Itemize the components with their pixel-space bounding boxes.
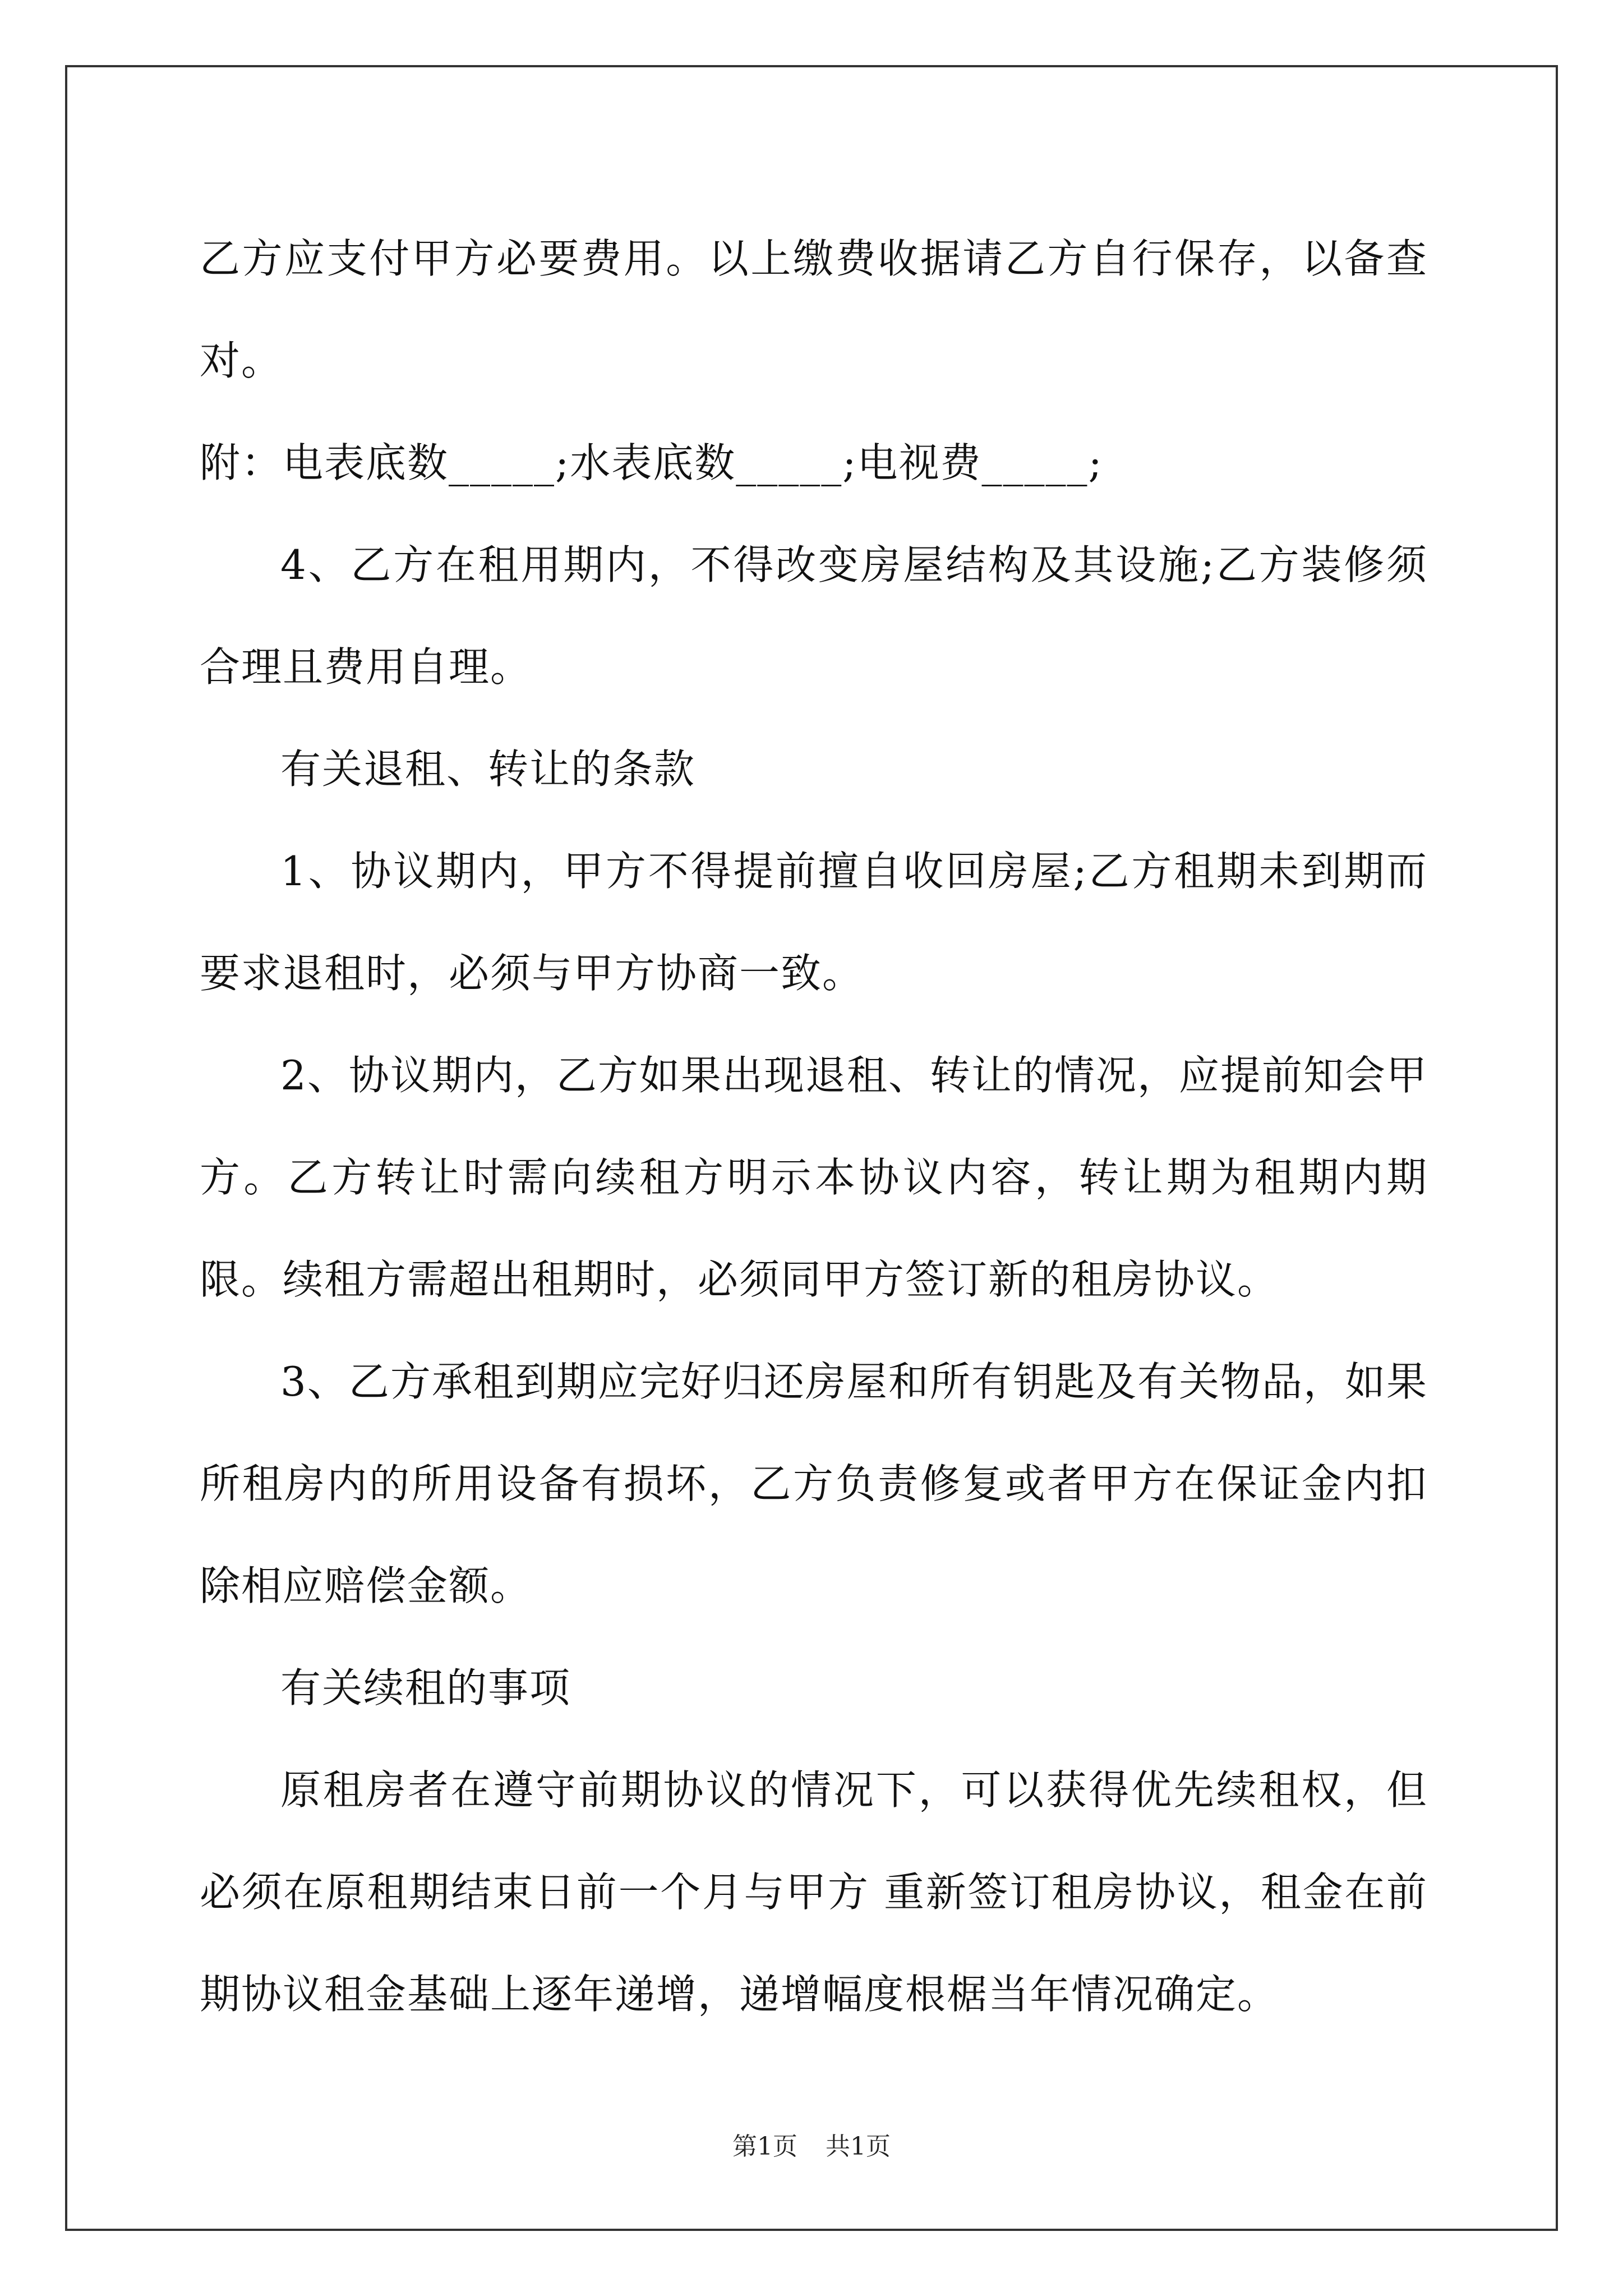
- page-total: 共1页: [826, 2132, 891, 2161]
- paragraph-fee-receipts: 乙方应支付甲方必要费用。以上缴费收据请乙方自行保存，以备查对。: [200, 235, 1428, 384]
- paragraph-termination-2: 2、协议期内，乙方如果出现退租、转让的情况，应提前知会甲方。乙方转让时需向续租方明示本协议内容，转让期为租期内期限。续租方需超出租期时，必须同甲方签订新的租房协议。: [200, 1052, 1428, 1303]
- paragraph-renewal: 原租房者在遵守前期协议的情况下，可以获得优先续租权，但必须在原租期结束日前一个月与甲方 重新签订租房协议，租金在前期协议租金基础上逐年递增，递增幅度根椐当年情况确定。: [200, 1766, 1428, 2018]
- page-footer: [0, 2126, 1623, 2162]
- paragraph-clause-4: 4、乙方在租用期内，不得改变房屋结构及其设施;乙方装修须合理且费用自理。: [200, 541, 1428, 691]
- document-body: [200, 208, 1428, 2045]
- page-number: 第1页: [732, 2132, 797, 2161]
- paragraph-termination-1: 1、协议期内，甲方不得提前擅自收回房屋;乙方租期未到期而要求退租时，必须与甲方协商一致。: [200, 848, 1428, 997]
- section-heading-termination: 有关退租、转让的条款: [280, 746, 696, 793]
- paragraph-termination-3: 3、乙方承租到期应完好归还房屋和所有钥匙及有关物品，如果所租房内的所用设备有损坏，乙方负责修复或者甲方在保证金内扣除相应赔偿金额。: [200, 1358, 1428, 1609]
- paragraph-meter-readings: 附：电表底数_____;水表底数_____;电视费_____;: [200, 439, 1103, 486]
- section-heading-renewal: 有关续租的事项: [280, 1664, 571, 1711]
